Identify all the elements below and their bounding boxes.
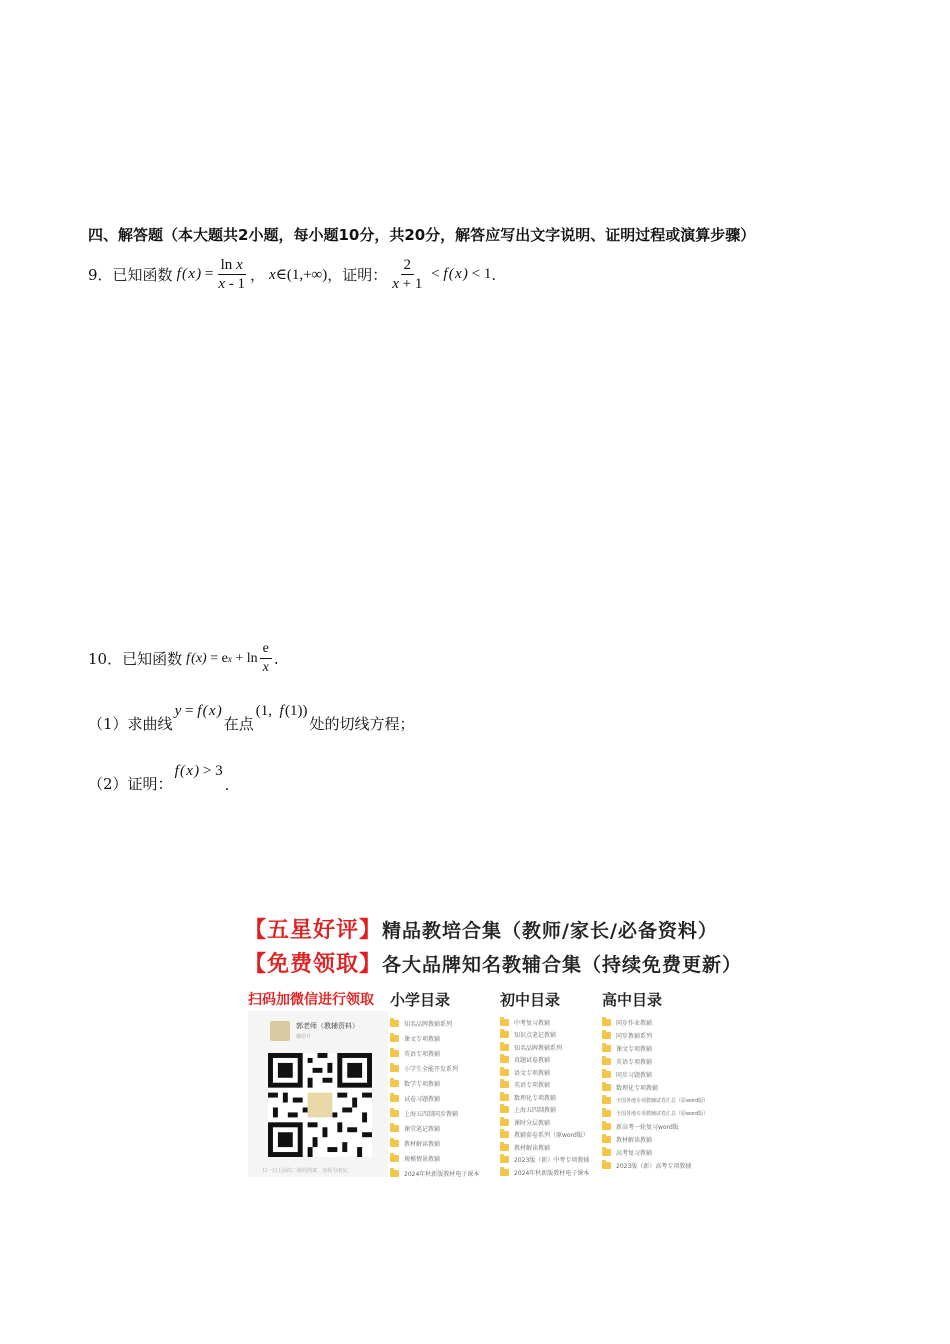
folder-icon — [390, 1110, 399, 1117]
folder-icon — [500, 1081, 509, 1088]
inequality-expression: f ( x ) > 3 — [174, 763, 223, 779]
question-10-part-1: （1） 求曲线 y = f ( x ) 在点 (1, f (1)) 处的切线方程； — [88, 703, 415, 733]
folder-icon — [390, 1140, 399, 1147]
folder-icon — [390, 1080, 399, 1087]
contact-name: 郭老师（教辅资料） — [296, 1022, 359, 1030]
question-9: 9． 已知函数 f ( x ) = $\frac{\text{ln x}}{x - 1}$ ， x∈(1,+∞) ，证明： $\frac{2}{x + 1}$ < f ( x ) < 1 . — [88, 257, 497, 292]
folder-icon — [500, 1169, 509, 1176]
folder-icon — [602, 1149, 611, 1156]
list-item[interactable]: 同步教辅系列 — [602, 1029, 710, 1042]
list-item[interactable]: 英语专项教辅 — [500, 1079, 600, 1092]
folder-icon — [602, 1123, 611, 1130]
folder-icon — [500, 1094, 509, 1101]
list-item[interactable]: 2024年秋新版教材电子课本 — [500, 1166, 600, 1179]
folder-icon — [602, 1084, 611, 1091]
function-definition: f ( x ) = $\frac{\text{ln x}}{x - 1}$ — [176, 257, 246, 292]
question-10-part-2: （2） 证明： f ( x ) > 3 . — [88, 763, 230, 794]
qr-code-icon[interactable] — [268, 1053, 372, 1157]
folder-icon — [500, 1031, 509, 1038]
list-item[interactable]: 小学生全能开发系列 — [390, 1061, 494, 1076]
list-item[interactable]: 试卷习题教辅 — [390, 1091, 494, 1106]
folder-icon — [500, 1156, 509, 1163]
folder-icon — [500, 1019, 509, 1026]
list-item[interactable]: 全国各地专项教辅试卷汇总（原word版） — [602, 1107, 710, 1120]
list-item[interactable]: 知名品牌教辅系列 — [390, 1016, 494, 1031]
folder-icon — [602, 1136, 611, 1143]
folder-icon — [500, 1144, 509, 1151]
prove-label: ，证明： — [327, 266, 388, 284]
folder-icon — [500, 1131, 509, 1138]
question-10: 10． 已知函数 f (x) = e x + ln $\frac{e}{x}$ . — [88, 641, 279, 675]
folder-icon — [602, 1045, 611, 1052]
folder-icon — [500, 1106, 509, 1113]
folder-icon — [602, 1097, 611, 1104]
folder-icon — [602, 1071, 611, 1078]
column-title: 初中目录 — [500, 991, 561, 1009]
part-label: （1） — [88, 715, 128, 733]
folder-icon — [602, 1019, 611, 1026]
list-item[interactable]: 真题试卷教辅 — [500, 1054, 600, 1067]
point-expression: (1, f (1)) — [255, 703, 308, 719]
section-title: 四、解答题（本大题共2小题，每小题10分，共20分，解答应写出文字说明、证明过程或演算步骤） — [88, 226, 756, 244]
list-item[interactable]: 同步习题教辅 — [602, 1068, 710, 1081]
list-item[interactable]: 教材解读教辅 — [500, 1141, 600, 1154]
question-number: 10． — [88, 650, 123, 668]
question-number: 9． — [88, 266, 113, 284]
list-item[interactable]: 数理化专项教辅 — [500, 1091, 600, 1104]
folder-icon — [390, 1155, 399, 1162]
catalog-column-primary — [390, 989, 494, 1181]
list-item[interactable]: 规模情景教辅 — [390, 1151, 494, 1166]
list-item[interactable]: 新高考一轮复习word版 — [602, 1120, 710, 1133]
list-item[interactable]: 全国各地专项教辅试卷汇总（原word版） — [602, 1094, 710, 1107]
list-item[interactable]: 知识点笔记教辅 — [500, 1029, 600, 1042]
folder-icon — [390, 1170, 399, 1177]
curve-expression: y = f ( x ) — [174, 703, 222, 719]
inequality-expression: $\frac{2}{x + 1}$ < f ( x ) < 1 — [392, 257, 492, 292]
list-item[interactable]: 2024年秋新版教材电子课本 — [390, 1166, 494, 1181]
folder-icon — [390, 1020, 399, 1027]
list-item[interactable]: 中考复习教辅 — [500, 1016, 600, 1029]
list-item[interactable]: 课文专项教辅 — [602, 1042, 710, 1055]
list-item[interactable]: 课文专项教辅 — [390, 1031, 494, 1046]
folder-icon — [500, 1044, 509, 1051]
wechat-card[interactable] — [248, 1011, 388, 1177]
scan-instruction: 扫码加微信进行领取 — [248, 992, 374, 1008]
list-item[interactable]: 课时分层教辅 — [500, 1116, 600, 1129]
question-intro: 已知函数 — [122, 650, 183, 668]
folder-icon — [602, 1058, 611, 1065]
promo-banner[interactable] — [244, 905, 743, 1180]
folder-icon — [390, 1050, 399, 1057]
folder-icon — [390, 1035, 399, 1042]
column-title: 高中目录 — [602, 991, 663, 1009]
promo-headline-1: 【五星好评】精品教培合集（教师/家长/必备资料） — [244, 918, 718, 943]
folder-icon — [390, 1065, 399, 1072]
question-intro: 已知函数 — [112, 266, 173, 284]
qr-caption: 扫一扫上面的二维码图案，加我为朋友。 — [262, 1168, 353, 1174]
list-item[interactable]: 同步作业教辅 — [602, 1016, 710, 1029]
list-item[interactable]: 教辅套卷系列（原word版） — [500, 1129, 600, 1142]
list-item[interactable]: 2023版（新）高考专项教辅 — [602, 1159, 710, 1172]
folder-icon — [390, 1095, 399, 1102]
list-item[interactable]: 高考复习教辅 — [602, 1146, 710, 1159]
folder-icon — [500, 1069, 509, 1076]
list-item[interactable]: 英语专项教辅 — [602, 1055, 710, 1068]
folder-icon — [500, 1056, 509, 1063]
folder-icon — [500, 1119, 509, 1126]
list-item[interactable]: 上海五四制同步教辅 — [390, 1106, 494, 1121]
list-item[interactable]: 上海五四制教辅 — [500, 1104, 600, 1117]
list-item[interactable]: 课堂笔记教辅 — [390, 1121, 494, 1136]
folder-icon — [390, 1125, 399, 1132]
list-item[interactable]: 知名品牌教辅系列 — [500, 1041, 600, 1054]
list-item[interactable]: 英语专项教辅 — [390, 1046, 494, 1061]
part-label: （2） — [88, 775, 128, 793]
avatar — [270, 1021, 290, 1041]
list-item[interactable]: 教材解读教辅 — [390, 1136, 494, 1151]
list-item[interactable]: 语文专项教辅 — [500, 1066, 600, 1079]
list-item[interactable]: 2023版（新）中考专项教辅 — [500, 1154, 600, 1167]
function-definition: f (x) = e x + ln $\frac{e}{x}$ — [186, 640, 274, 677]
list-item[interactable]: 教材解读教辅 — [602, 1133, 710, 1146]
catalog-column-senior — [602, 989, 710, 1172]
promo-headline-2: 【免费领取】各大品牌知名教辅合集（持续免费更新） — [244, 952, 743, 977]
list-item[interactable]: 数学专项教辅 — [390, 1076, 494, 1091]
contact-sub: 微信号 — [296, 1034, 312, 1040]
column-title: 小学目录 — [390, 991, 451, 1009]
catalog-column-middle — [500, 989, 600, 1179]
domain-expression: x∈(1,+∞) — [269, 267, 328, 283]
folder-icon — [602, 1162, 611, 1169]
folder-icon — [602, 1110, 611, 1117]
folder-icon — [602, 1032, 611, 1039]
list-item[interactable]: 数理化专项教辅 — [602, 1081, 710, 1094]
